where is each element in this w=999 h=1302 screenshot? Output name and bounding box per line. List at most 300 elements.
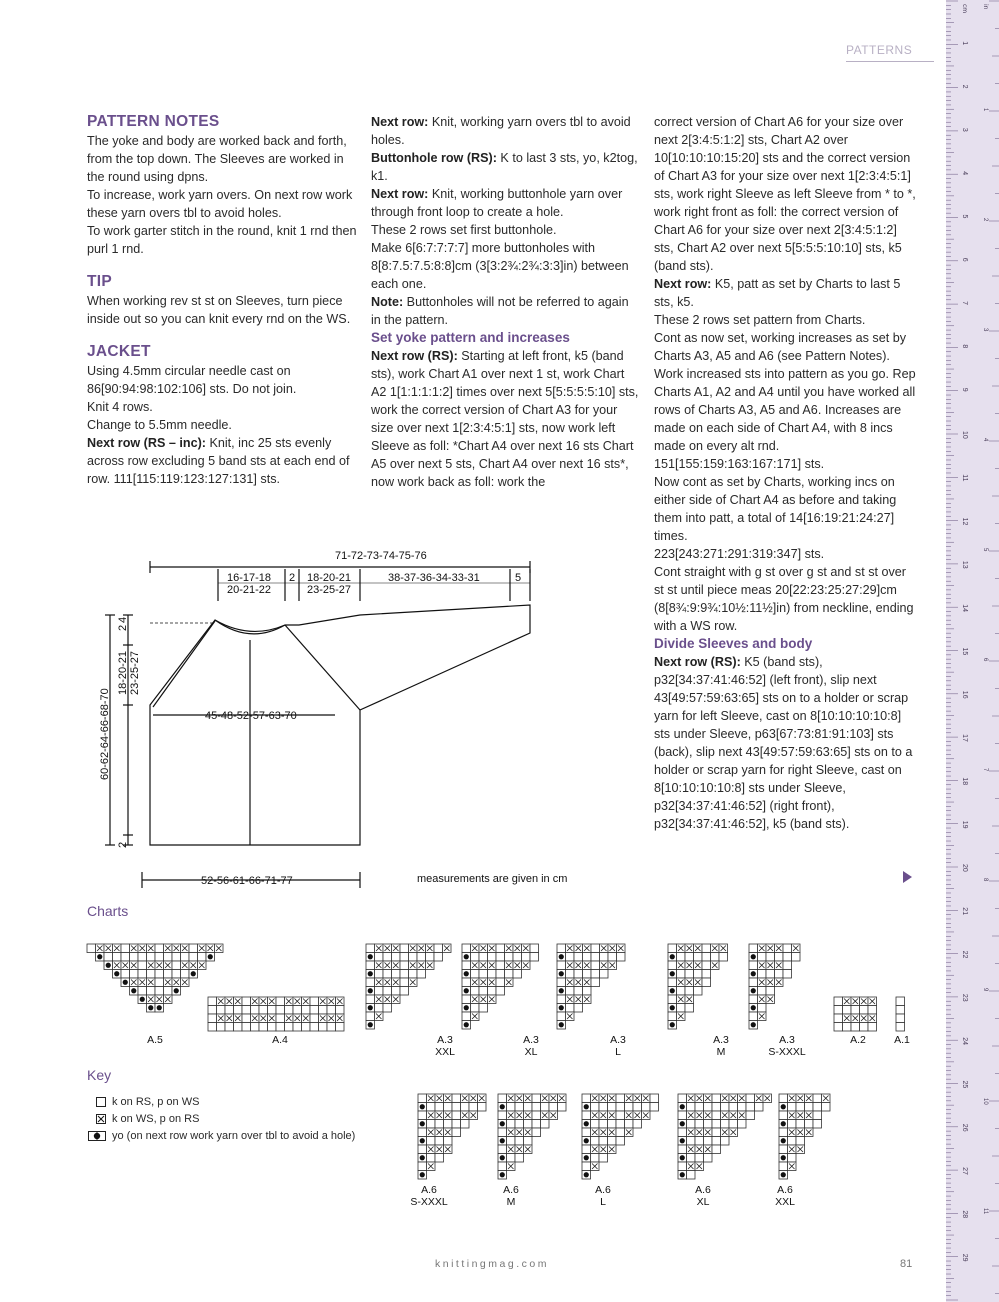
purl-cell [843, 997, 852, 1006]
knit-cell [712, 1094, 721, 1103]
knit-cell [104, 953, 113, 962]
ruler-cm-label: 6 [961, 257, 968, 262]
purl-cell [375, 995, 384, 1004]
knit-cell [234, 1006, 243, 1015]
knit-cell [383, 987, 392, 996]
knit-cell [711, 953, 720, 962]
knit-cell [677, 953, 686, 962]
purl-cell [541, 1111, 550, 1120]
purl-cell [444, 1111, 453, 1120]
knit-cell [225, 1023, 234, 1032]
knit-cell [616, 1128, 625, 1137]
ruler-cm-label: 28 [961, 1210, 968, 1219]
purl-cell [336, 997, 345, 1006]
knit-cell [155, 944, 164, 953]
knit-cell [375, 953, 384, 962]
purl-cell [788, 1111, 797, 1120]
purl-cell [471, 944, 480, 953]
back-neck-label: 23-25-27 [307, 584, 352, 596]
purl-cell [469, 1094, 478, 1103]
knit-cell [469, 1103, 478, 1112]
knit-cell [694, 987, 703, 996]
chart-name: A.4 [272, 1034, 288, 1046]
knit-cell [366, 1012, 375, 1021]
purl-cell [719, 944, 728, 953]
purl-cell [687, 1145, 696, 1154]
knit-cell [721, 1103, 730, 1112]
knit-cell [217, 1006, 226, 1015]
knit-cell [164, 987, 173, 996]
purl-cell [608, 1145, 617, 1154]
row-label: Next row (RS – inc): [87, 436, 206, 450]
purl-cell [583, 995, 592, 1004]
ruler-cm-label: 13 [961, 560, 968, 569]
knit-cell [616, 1137, 625, 1146]
knit-cell [383, 953, 392, 962]
neck-width-label: 16-17-18 [227, 572, 272, 584]
chart-label-a3-xl [514, 1034, 548, 1058]
knit-cell [427, 1120, 436, 1129]
purl-cell [427, 1162, 436, 1171]
knit-cell [496, 953, 505, 962]
knit-cell [319, 1023, 328, 1032]
purl-cell [608, 1094, 617, 1103]
knit-cell [608, 953, 617, 962]
purl-cell [409, 944, 418, 953]
yo-cell [113, 970, 122, 979]
yo-cell [462, 987, 471, 996]
knit-cell [749, 944, 758, 953]
knit-cell [779, 1094, 788, 1103]
knit-cell [599, 1103, 608, 1112]
knit-cell [532, 1111, 541, 1120]
knit-cell [532, 1120, 541, 1129]
purl-cell [617, 944, 626, 953]
purl-cell [488, 995, 497, 1004]
knit-cell [507, 1103, 516, 1112]
purl-cell [172, 978, 181, 987]
knit-cell [505, 953, 514, 962]
ruler-cm-label: 19 [961, 820, 968, 829]
purl-cell [417, 944, 426, 953]
knit-cell [783, 944, 792, 953]
purl-cell [758, 1012, 767, 1021]
yo-cell [749, 1021, 758, 1030]
knit-cell [310, 1006, 319, 1015]
knit-cell [677, 1004, 686, 1013]
chart-label-a6-s [402, 1184, 456, 1208]
knit-cell [496, 944, 505, 953]
purl-cell [721, 1094, 730, 1103]
knit-cell [138, 970, 147, 979]
knit-cell [418, 1145, 427, 1154]
knit-cell [574, 987, 583, 996]
ruler-in-unit: in [982, 4, 989, 10]
yo-cell [779, 1137, 788, 1146]
chart-name: A.3 [523, 1034, 539, 1046]
knit-cell [685, 970, 694, 979]
knit-cell [834, 1023, 843, 1032]
ruler-in-label: 2 [982, 218, 988, 222]
knit-cell [617, 953, 626, 962]
knit-cell [87, 944, 96, 953]
row-label: Next row (RS): [371, 349, 458, 363]
knit-cell [633, 1103, 642, 1112]
chart-label-a3-m [704, 1034, 738, 1058]
purl-cell [591, 1094, 600, 1103]
knit-cell [251, 1023, 260, 1032]
knit-cell [505, 970, 514, 979]
purl-cell [625, 1094, 634, 1103]
knit-cell [608, 1103, 617, 1112]
ruler-cm-label: 20 [961, 864, 968, 872]
knit-cell [650, 1103, 659, 1112]
knit-cell [479, 953, 488, 962]
knit-cell [427, 1154, 436, 1163]
knit-cell [758, 970, 767, 979]
knit-cell [418, 1162, 427, 1171]
purl-cell [805, 1111, 814, 1120]
knit-cell [843, 1006, 852, 1015]
knit-cell [488, 970, 497, 979]
purl-cell [375, 961, 384, 970]
knit-cell [427, 1103, 436, 1112]
purl-cell [507, 1111, 516, 1120]
purl-cell [687, 1162, 696, 1171]
purl-cell [633, 1094, 642, 1103]
subheading-divide: Divide Sleeves and body [654, 636, 813, 651]
purl-cell [766, 978, 775, 987]
ruler-cm-label: 26 [961, 1123, 968, 1132]
purl-cell [558, 1094, 567, 1103]
knit-cell [868, 1006, 877, 1015]
purl-cell [435, 1145, 444, 1154]
instruction: Cont as now set, working increases as set by Charts A3, A5 and A6 (see Pattern Notes). Work increased sts into pattern as you go. Rep Charts A1, A2 and A4 until you have worked all rows of Charts A3, A5 and A6. Increases are made on each side of Chart A4, with 8 incs made on every alt rnd. [654, 331, 916, 453]
purl-cell [392, 995, 401, 1004]
yo-cell [418, 1137, 427, 1146]
purl-cell [868, 997, 877, 1006]
knit-cell [242, 1014, 251, 1023]
yo-cell [418, 1103, 427, 1112]
knit-cell [677, 970, 686, 979]
purl-cell [566, 944, 575, 953]
knit-cell [668, 995, 677, 1004]
ruler-in-label: 9 [982, 988, 988, 992]
heading-tip: TIP [87, 273, 113, 290]
knit-cell [172, 970, 181, 979]
purl-cell [121, 961, 130, 970]
knit-cell [822, 1103, 831, 1112]
yo-cell [779, 1154, 788, 1163]
purl-cell [600, 944, 609, 953]
knit-cell [392, 970, 401, 979]
knit-cell [293, 1006, 302, 1015]
purl-cell [685, 978, 694, 987]
tip-paragraph: When working rev st st on Sleeves, turn piece inside out so you can knit every rnd on the WS. [87, 294, 351, 326]
purl-cell [327, 1014, 336, 1023]
neck-depth-label: 2 [117, 624, 129, 631]
key-label: yo (on next row work yarn over tbl to avoid a hole) [112, 1130, 356, 1142]
knit-cell [172, 961, 181, 970]
purl-cell [685, 995, 694, 1004]
knit-cell [155, 987, 164, 996]
purl-cell [758, 978, 767, 987]
yo-cell [557, 1021, 566, 1030]
knit-cell [293, 1023, 302, 1032]
hem-depth-label: 2 [117, 841, 129, 848]
yo-cell [498, 1137, 507, 1146]
ruler-cm-label: 10 [961, 431, 968, 439]
knit-cell [452, 1111, 461, 1120]
purl-cell [383, 944, 392, 953]
knit-cell [375, 970, 384, 979]
knit-cell [478, 1103, 487, 1112]
ruler-in-label: 7 [982, 768, 988, 772]
knit-cell [409, 953, 418, 962]
knit-cell [496, 978, 505, 987]
knit-cell [400, 961, 409, 970]
knit-cell [498, 1094, 507, 1103]
purl-cell [755, 1094, 764, 1103]
purl-cell [479, 961, 488, 970]
purl-cell [524, 1094, 533, 1103]
knit-cell [868, 1023, 877, 1032]
yo-cell [498, 1103, 507, 1112]
knit-cell [435, 1120, 444, 1129]
ruler-cm-label: 24 [961, 1037, 968, 1045]
knit-cell [783, 953, 792, 962]
purl-cell [566, 961, 575, 970]
knit-cell [189, 944, 198, 953]
knit-cell [574, 1004, 583, 1013]
ruler-cm-label: 2 [961, 84, 968, 89]
row-label: Next row: [371, 115, 429, 129]
ruler-cm-label: 23 [961, 993, 968, 1002]
knit-cell [695, 1137, 704, 1146]
knit-cell [702, 944, 711, 953]
purl-cell [625, 1128, 634, 1137]
knit-cell [557, 944, 566, 953]
purl-cell [435, 1128, 444, 1137]
row-text: Knit, inc 25 sts evenly across row excluding 5 band sts at each end of row. 111[115:119:123:127:131] sts. [87, 436, 350, 486]
chart-size: L [615, 1046, 621, 1058]
purl-cell [409, 961, 418, 970]
knit-cell [409, 970, 418, 979]
purl-cell [796, 1145, 805, 1154]
knit-cell [566, 970, 575, 979]
continue-arrow-icon [903, 871, 912, 883]
purl-cell [729, 1128, 738, 1137]
key-item [96, 1113, 199, 1125]
heading-jacket: JACKET [87, 343, 151, 360]
purl-cell [796, 1094, 805, 1103]
key-label: k on RS, p on WS [112, 1096, 200, 1108]
purl-cell [251, 997, 260, 1006]
knit-cell [719, 953, 728, 962]
knit-cell [155, 970, 164, 979]
purl-cell [427, 1145, 436, 1154]
knit-cell [366, 944, 375, 953]
chart-size: S-XXXL [410, 1196, 448, 1208]
instruction [371, 149, 639, 185]
hem-width-label: 52-56-61-66-71-77 [201, 875, 293, 887]
purl-cell [695, 1145, 704, 1154]
ruler-cm-label: 5 [961, 214, 968, 219]
purl-cell [505, 961, 514, 970]
knit-cell [522, 953, 531, 962]
purl-cell [383, 961, 392, 970]
knit-cell [583, 970, 592, 979]
knit-cell [418, 1111, 427, 1120]
yo-cell [582, 1120, 591, 1129]
knit-cell [687, 1154, 696, 1163]
knit-cell [435, 1137, 444, 1146]
purl-cell [130, 978, 139, 987]
knit-cell [336, 1023, 345, 1032]
ruler-cm-label: 25 [961, 1080, 968, 1089]
knit-cell [600, 970, 609, 979]
knit-cell [843, 1023, 852, 1032]
purl-cell [336, 1014, 345, 1023]
knit-cell [813, 1111, 822, 1120]
row-text: Knit, working yarn overs tbl to avoid holes. [371, 115, 631, 147]
purl-cell [427, 1128, 436, 1137]
purl-cell [471, 1012, 480, 1021]
knit-cell [749, 961, 758, 970]
knit-cell [498, 1128, 507, 1137]
knit-cell [779, 1162, 788, 1171]
knit-cell [668, 961, 677, 970]
knit-cell [541, 1103, 550, 1112]
purl-cell [164, 944, 173, 953]
purl-cell [225, 1014, 234, 1023]
knit-cell [783, 961, 792, 970]
knit-cell [375, 987, 384, 996]
knit-cell [687, 1120, 696, 1129]
purl-cell [766, 944, 775, 953]
yarn-over-icon [88, 1131, 106, 1141]
knit-cell [130, 953, 139, 962]
purl-cell [426, 961, 435, 970]
row-text: K5, patt as set by Charts to last 5 sts, k5. [654, 277, 901, 309]
knit-cell [608, 1120, 617, 1129]
purl-cell [488, 961, 497, 970]
purl-cell [147, 944, 156, 953]
chart-size: L [600, 1196, 606, 1208]
purl-cell [293, 997, 302, 1006]
knit-cell [668, 944, 677, 953]
purl-cell [375, 978, 384, 987]
knit-cell [434, 953, 443, 962]
purl-cell [435, 1094, 444, 1103]
knit-cell [896, 1023, 905, 1032]
knit-cell [642, 1103, 651, 1112]
ruler-cm-label: 18 [961, 777, 968, 786]
ruler-in-label: 3 [982, 328, 988, 332]
purl-cell [251, 1014, 260, 1023]
knit-cell [766, 987, 775, 996]
knit-cell [557, 961, 566, 970]
yo-cell [498, 1171, 507, 1180]
knit-cell [532, 1094, 541, 1103]
knit-cell [896, 997, 905, 1006]
knit-cell [702, 961, 711, 970]
purl-cell [695, 1111, 704, 1120]
chart-size: XL [524, 1046, 538, 1058]
knit-cell [678, 1145, 687, 1154]
purl-cell [189, 961, 198, 970]
purl-cell [181, 944, 190, 953]
knit-cell [392, 953, 401, 962]
knit-cell [515, 1120, 524, 1129]
knit-cell [860, 1023, 869, 1032]
knit-cell [721, 1120, 730, 1129]
knit-cell [435, 1154, 444, 1163]
knit-cell [712, 1103, 721, 1112]
purl-cell [599, 1111, 608, 1120]
knit-cell [189, 953, 198, 962]
knit-cell [435, 1103, 444, 1112]
knit-cell [524, 1103, 533, 1112]
column-2 [371, 113, 639, 491]
yo-cell [104, 961, 113, 970]
purl-cell [507, 1145, 516, 1154]
purl-cell [566, 1012, 575, 1021]
knit-cell [557, 1012, 566, 1021]
chart-label-a2 [841, 1034, 875, 1046]
yo-cell [557, 987, 566, 996]
purl-cell [625, 1111, 634, 1120]
chart-name: A.6 [503, 1184, 519, 1196]
chart-size: XXL [435, 1046, 455, 1058]
knit-cell [498, 1145, 507, 1154]
purl-cell [642, 1111, 651, 1120]
knit-cell [400, 987, 409, 996]
cuff-label: 5 [515, 572, 522, 584]
purl-cell [488, 978, 497, 987]
knit-cell [558, 1103, 567, 1112]
purl-cell [574, 978, 583, 987]
knit-cell [599, 1154, 608, 1163]
knit-cell [400, 944, 409, 953]
purl-cell [155, 995, 164, 1004]
yoke-depth-label: 23-25-27 [129, 650, 141, 695]
knit-cell [583, 953, 592, 962]
knit-cell [515, 1137, 524, 1146]
chart-size: M [506, 1196, 516, 1208]
yo-cell [172, 987, 181, 996]
ruler-cm-label: 3 [961, 127, 968, 132]
purl-cell [479, 995, 488, 1004]
purl-cell [868, 1014, 877, 1023]
purl-cell [792, 944, 801, 953]
purl-cell [155, 961, 164, 970]
chart-name: A.3 [713, 1034, 729, 1046]
purl-cell [758, 961, 767, 970]
yo-cell [498, 1120, 507, 1129]
purl-cell [285, 997, 294, 1006]
knit-cell [336, 1006, 345, 1015]
knit-cell [138, 961, 147, 970]
row-label: Note: [371, 295, 404, 309]
yo-cell [668, 1021, 677, 1030]
knit-cell [796, 1120, 805, 1129]
purl-cell [147, 978, 156, 987]
purl-cell [392, 978, 401, 987]
knit-cell [582, 1094, 591, 1103]
purl-cell [479, 978, 488, 987]
knit-cell [310, 997, 319, 1006]
